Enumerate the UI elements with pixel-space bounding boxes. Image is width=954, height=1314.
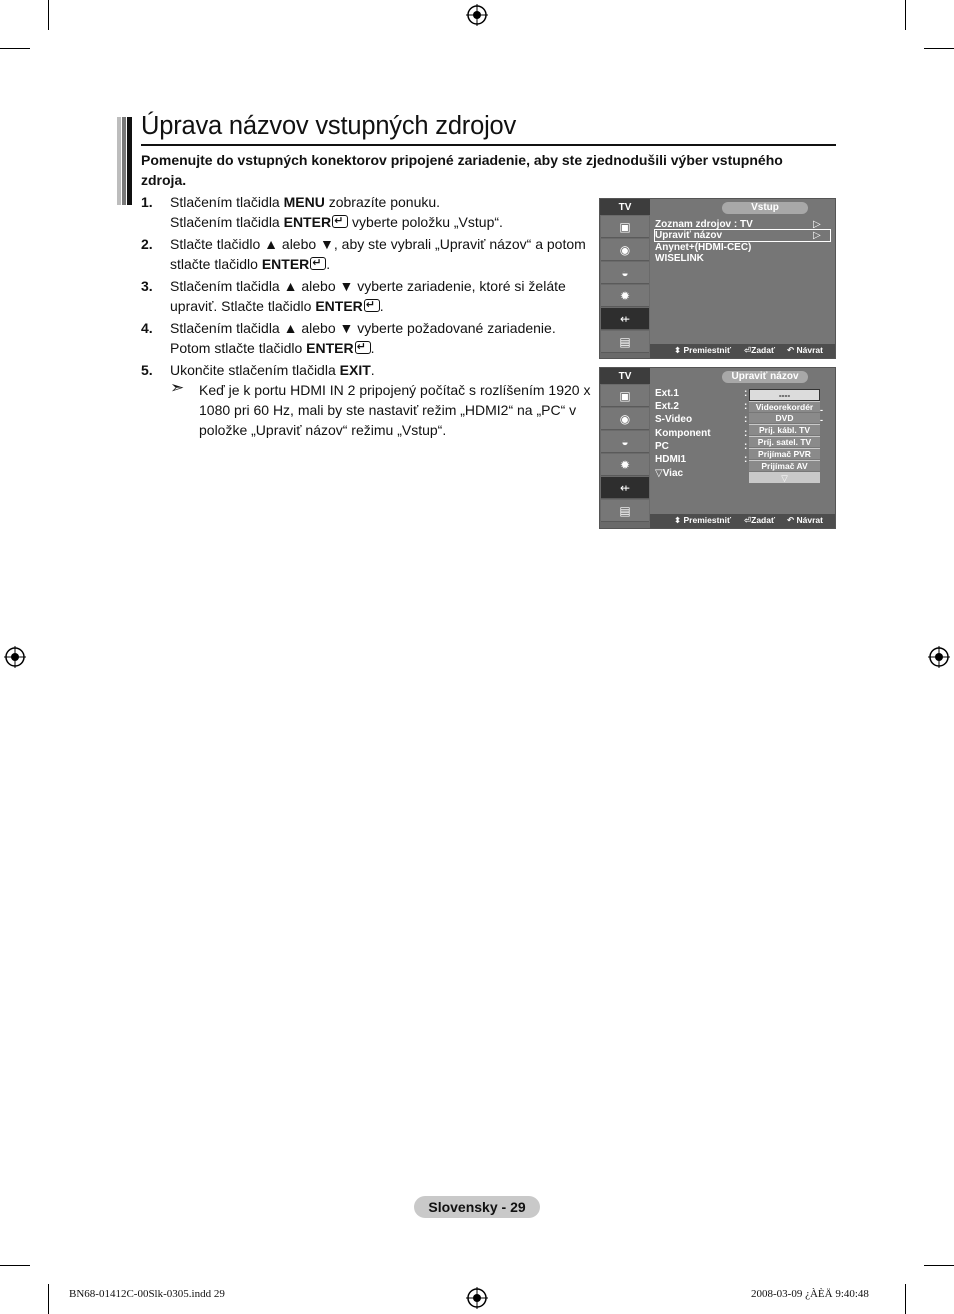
step-text: Ukončite stlačením tlačidla bbox=[170, 362, 340, 378]
step-5 bbox=[141, 360, 591, 440]
tv-label: TV bbox=[600, 368, 650, 384]
input-row-ext2[interactable]: Ext.2 bbox=[655, 401, 679, 412]
menu-item-source-list[interactable] bbox=[655, 219, 821, 230]
colon: : bbox=[744, 401, 748, 412]
file-slug: BN68-01412C-00Slk-0305.indd 29 bbox=[69, 1288, 225, 1300]
note-text: Keď je k portu HDMI IN 2 pripojený počítač s rozlíšením 1920 x 1080 pri 60 Hz, mali by ste nastaviť režim „HDMI2“ na „PC“ v položke „Upraviť názov“ režimu „Vstup“. bbox=[199, 382, 591, 438]
tv-menu-edit-name bbox=[599, 367, 836, 529]
enter-icon bbox=[364, 299, 380, 312]
registration-mark-icon bbox=[4, 646, 26, 668]
registration-mark-icon bbox=[928, 646, 950, 668]
menu-footer bbox=[650, 514, 835, 528]
date-slug: 2008-03-09 ¿ÀÈÄ 9:40:48 bbox=[751, 1288, 869, 1300]
sound-icon[interactable]: ◉ bbox=[601, 408, 649, 430]
input-icon[interactable]: ⇷ bbox=[601, 308, 649, 330]
enter-hint: ⏎Zadať bbox=[744, 345, 776, 355]
return-hint: ↶ Návrat bbox=[787, 515, 823, 525]
key-name: ENTER bbox=[261, 256, 310, 272]
step-4 bbox=[141, 318, 591, 358]
menu-sidebar bbox=[600, 215, 650, 358]
steps-list bbox=[141, 192, 591, 442]
step-text: Stlačte tlačidlo ▲ alebo ▼, aby ste vybrali „Upraviť názov“ a potom stlačte tlačidlo bbox=[170, 236, 586, 272]
key-name: MENU bbox=[283, 194, 325, 210]
menu-tab: Vstup bbox=[722, 202, 808, 214]
channel-icon[interactable]: ◒ bbox=[601, 431, 649, 453]
input-row-component[interactable]: Komponent bbox=[655, 428, 711, 439]
step-number: 5. bbox=[141, 362, 153, 378]
step-text: . bbox=[370, 362, 375, 378]
dropdown-option[interactable]: Príj. satel. TV bbox=[749, 437, 820, 448]
colon: : bbox=[744, 454, 748, 465]
setup-icon[interactable]: ✹ bbox=[601, 285, 649, 307]
dropdown-option[interactable]: Prijímač AV bbox=[749, 461, 820, 472]
step-text: . bbox=[379, 298, 384, 314]
enter-hint: ⏎Zadať bbox=[744, 515, 776, 525]
crop-mark bbox=[0, 48, 30, 49]
arrow-right-icon: ▷ bbox=[813, 219, 821, 230]
key-name: ENTER bbox=[306, 340, 354, 356]
dropdown-option[interactable]: Príj. kábl. TV bbox=[749, 425, 820, 436]
step-text: . bbox=[326, 256, 331, 272]
colon: : bbox=[744, 441, 748, 452]
menu-footer bbox=[650, 344, 835, 358]
note-arrow-icon: ➣ bbox=[170, 378, 185, 397]
crop-mark bbox=[48, 0, 49, 30]
return-hint: ↶ Návrat bbox=[787, 345, 823, 355]
key-name: ENTER bbox=[283, 214, 332, 230]
crop-mark bbox=[48, 1284, 49, 1314]
tv-label: TV bbox=[600, 199, 650, 215]
menu-item-anynet[interactable]: Anynet+(HDMI-CEC) bbox=[655, 242, 752, 253]
step-number: 2. bbox=[141, 236, 153, 252]
key-name: EXIT bbox=[339, 362, 371, 378]
tv-menu-input bbox=[599, 198, 836, 359]
input-row-more[interactable]: ▽Viac bbox=[655, 468, 684, 479]
input-row-svideo[interactable]: S-Video bbox=[655, 414, 693, 425]
step-text: Stlačením tlačidla ▲ alebo ▼ vyberte zariadenie, ktoré si želáte upraviť. Stlačte tlačidlo bbox=[170, 278, 566, 314]
menu-item-label: Zoznam zdrojov : TV bbox=[655, 219, 753, 230]
menu-item-wiselink[interactable]: WISELINK bbox=[655, 253, 704, 264]
channel-icon[interactable]: ◒ bbox=[601, 262, 649, 284]
step-text: vyberte položku „Vstup“. bbox=[348, 214, 503, 230]
step-number: 4. bbox=[141, 320, 153, 336]
registration-mark-icon bbox=[466, 4, 488, 26]
dropdown-option[interactable]: Prijímač PVR bbox=[749, 449, 820, 460]
step-2 bbox=[141, 234, 591, 274]
key-name: ENTER bbox=[315, 298, 363, 314]
crop-mark bbox=[905, 0, 906, 30]
enter-icon bbox=[332, 215, 348, 228]
step-number: 3. bbox=[141, 278, 153, 294]
page-title: Úprava názvov vstupných zdrojov bbox=[141, 112, 517, 140]
page-number-badge: Slovensky - 29 bbox=[414, 1196, 540, 1218]
registration-mark-icon bbox=[466, 1287, 488, 1309]
step-1 bbox=[141, 192, 591, 232]
picture-icon[interactable]: ▣ bbox=[601, 385, 649, 407]
input-row-hdmi1[interactable]: HDMI1 bbox=[655, 454, 687, 465]
enter-icon bbox=[355, 341, 371, 354]
crop-mark bbox=[905, 1284, 906, 1314]
dropdown-option[interactable]: ---- bbox=[749, 389, 820, 401]
menu-main bbox=[650, 199, 835, 358]
step-text: Stlačením tlačidla bbox=[170, 194, 284, 210]
crop-mark bbox=[924, 48, 954, 49]
dropdown-option[interactable]: Videorekordér bbox=[749, 402, 820, 413]
step-text: zobrazíte ponuku. bbox=[324, 194, 441, 210]
move-hint: ⬍ Premiestniť bbox=[674, 515, 732, 525]
input-row-pc[interactable]: PC bbox=[655, 441, 669, 452]
menu-main bbox=[650, 368, 835, 528]
move-hint: ⬍ Premiestniť bbox=[674, 345, 732, 355]
crop-mark bbox=[924, 1265, 954, 1266]
title-decor-bars bbox=[117, 117, 133, 205]
step-number: 1. bbox=[141, 194, 153, 210]
scroll-down-icon[interactable]: ▽ bbox=[749, 473, 820, 484]
step-text: . bbox=[370, 340, 375, 356]
menu-item-label: Upraviť názov bbox=[655, 230, 723, 241]
colon: : bbox=[744, 388, 748, 399]
input-row-ext1[interactable]: Ext.1 bbox=[655, 388, 679, 399]
colon: : bbox=[744, 414, 748, 425]
digital-menu-icon[interactable]: ▤ bbox=[601, 331, 649, 353]
dropdown-option[interactable]: DVD bbox=[749, 413, 820, 424]
step-3 bbox=[141, 276, 591, 316]
crop-mark bbox=[0, 1265, 30, 1266]
setup-icon[interactable]: ✹ bbox=[601, 454, 649, 476]
digital-menu-icon[interactable]: ▤ bbox=[601, 500, 649, 522]
sound-icon[interactable]: ◉ bbox=[601, 239, 649, 261]
name-dropdown bbox=[749, 389, 823, 484]
picture-icon[interactable]: ▣ bbox=[601, 216, 649, 238]
step-text: Stlačením tlačidla ▲ alebo ▼ vyberte požadované zariadenie. Potom stlačte tlačidlo bbox=[170, 320, 556, 356]
menu-sidebar bbox=[600, 384, 650, 528]
step-text: Stlačením tlačidla bbox=[170, 214, 284, 230]
input-icon[interactable]: ⇷ bbox=[601, 477, 649, 499]
arrow-right-icon: ▷ bbox=[813, 230, 821, 241]
enter-icon bbox=[310, 257, 326, 270]
title-rule bbox=[141, 144, 836, 146]
menu-tab: Upraviť názov bbox=[722, 371, 808, 383]
dash: -- bbox=[820, 405, 823, 425]
note bbox=[170, 380, 591, 440]
menu-item-edit-name[interactable] bbox=[655, 230, 830, 241]
intro-text: Pomenujte do vstupných konektorov pripojené zariadenie, aby ste zjednodušili výber vstupného zdroja. bbox=[141, 152, 783, 188]
colon: : bbox=[744, 428, 748, 439]
